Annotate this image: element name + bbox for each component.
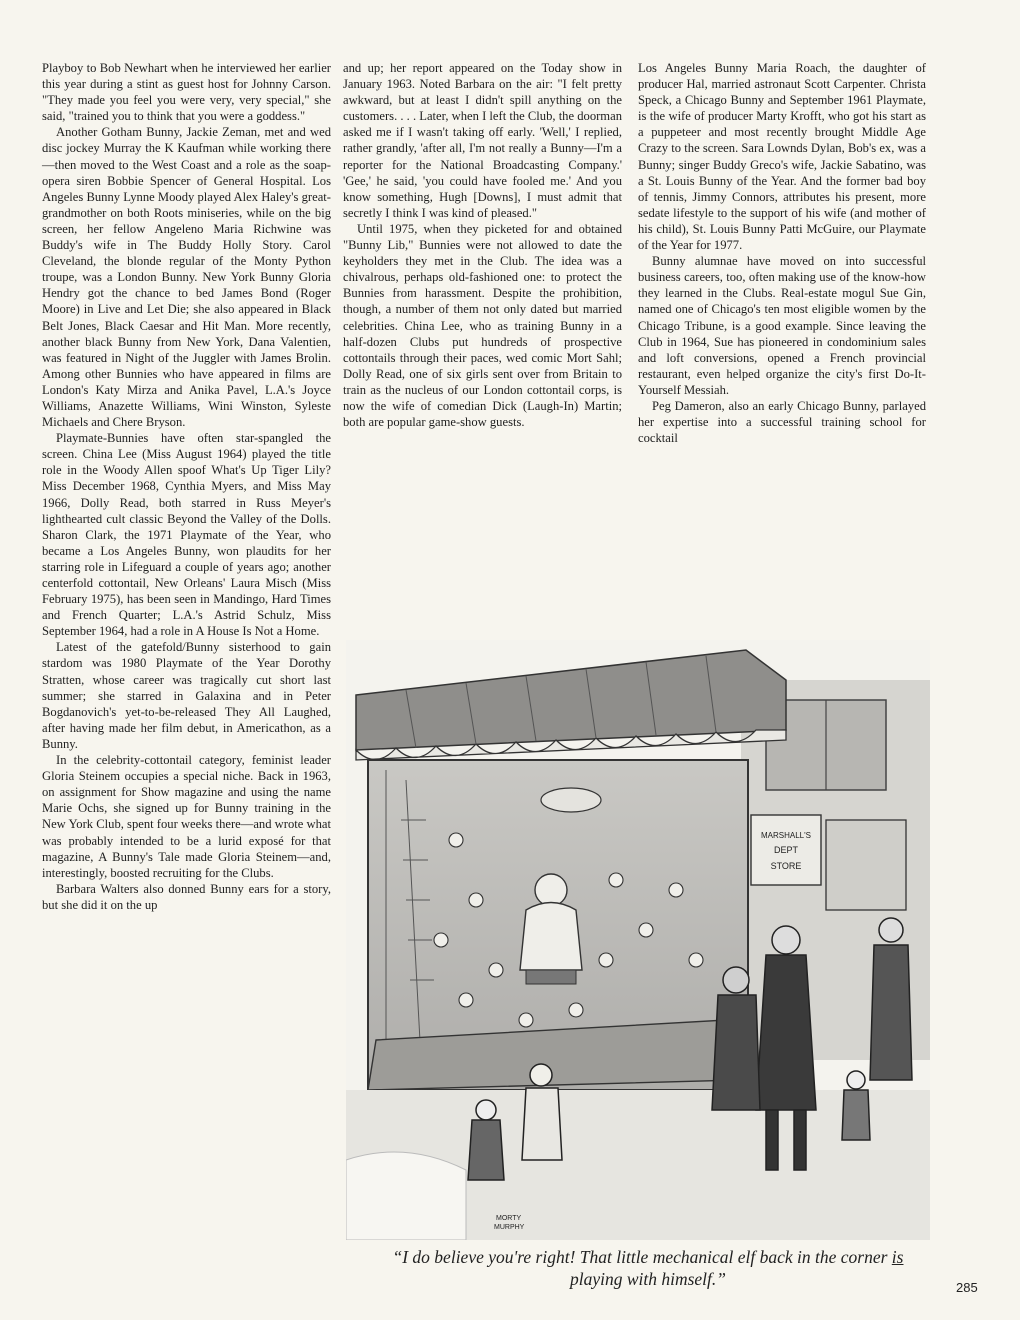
page-number: 285	[956, 1280, 978, 1295]
caption-emphasis: is	[891, 1247, 904, 1267]
side-window	[826, 820, 906, 910]
article-paragraph: Barbara Walters also donned Bunny ears for a story, but she did it on the up	[42, 881, 331, 912]
store-sign-line-2: DEPT	[773, 845, 799, 855]
article-paragraph: Until 1975, when they picketed for and obtained "Bunny Lib," Bunnies were not allowed to date the keyholders they met in the Club. The idea was a chivalrous, perhaps old-fashioned one: to protect the Bunnies from harassment. Despite the prohibition, though, a number of them not only dated but married celebrities. China Lee, who as training Bunny in a half-dozen Clubs put hundreds of prospective cottontails through their paces, wed comic Mort Sahl; Dolly Read, one of six girls sent over from Britain to train as the nucleus of our London cottontail corps, is now the wife of comedian Dick (Laugh-In) Martin; both are popular game-show guests.	[343, 221, 622, 430]
article-paragraph: Playmate-Bunnies have often star-spangled the screen. China Lee (Miss August 1964) played the title role in the Woody Allen spoof What's Up Tiger Lily? Miss December 1968, Cynthia Myers, and Miss May 1966, Dolly Read, both starred in Russ Meyer's lighthearted cult classic Beyond the Valley of the Dolls. Sharon Clark, the 1971 Playmate of the Year, who became a Los Angeles Bunny, won plaudits for her starring role in Lifeguard a couple of years ago; another centerfold cottontail, New Orleans' Laura Misch (Miss February 1975), has been seen in Mandingo, Hard Times and French Quarter; L.A.'s Astrid Schulz, Miss September 1964, had a role in A House Is Not a Home.	[42, 431, 331, 639]
santa-head	[535, 874, 567, 906]
article-column-3	[638, 60, 926, 446]
article-paragraph: Bunny alumnae have moved on into successful business careers, too, often making use of the know-how they learned in the Clubs. Real-estate mogul Sue Gin, named one of Chicago's ten most eligible women by the Chicago Tribune, is a good example. Since leaving the Club in 1964, Sue has pioneered in condominium sales and loft conversions, opened a French provincial restaurant, even helped organize the city's first Do-It-Yourself Messiah.	[638, 254, 926, 397]
signature-line-2: MURPHY	[494, 1224, 525, 1231]
awning	[356, 650, 786, 750]
flying-elf	[541, 788, 601, 812]
article-paragraph: Playboy to Bob Newhart when he interviewed her earlier this year during a stint as guest host for Johnny Carson. "They made you feel you were very, very special," she said, "trained you to think that you were a goddess."	[42, 61, 331, 124]
article-paragraph: Another Gotham Bunny, Jackie Zeman, met and wed disc jockey Murray the K Kaufman while working there—then moved to the West Coast and a role as the soap-opera siren Bobbie Spencer of General Hospital. Los Angeles Bunny Lynne Moody played Alex Haley's great-grandmother on both Roots miniseries, while on the big screen, her fellow Angeleno Maria Richwine was Buddy's wife in The Buddy Holly Story. Carol Cleveland, the blonde regular of the Monty Python troupe, was a London Bunny. New York Bunny Gloria Hendry got the chance to bed James Bond (Roger Moore) in Live and Let Die; she also appeared in Black Belt Jones, Black Caesar and Hit Man. More recently, another black Bunny from New York, Dana Valentien, was featured in Night of the Juggler with James Brolin. Among other Bunnies who have appeared in films are London's Katy Mirza and Anika Pavel, L.A.'s Joyce Williams, Anazette Williams, Wini Winston, Syleste Michaels and Chere Bryson.	[42, 125, 331, 430]
caption-text-end: playing with himself.”	[569, 1269, 727, 1289]
signature-line-1: MORTY	[496, 1215, 522, 1222]
santa-body	[520, 903, 582, 971]
cartoon-drawing	[346, 640, 930, 1240]
article-paragraph: In the celebrity-cottontail category, feminist leader Gloria Steinem occupies a special niche. Back in 1963, on assignment for Show magazine and using the name Marie Ochs, she signed up for Bunny training in the New York Club, spent four weeks there—and wrote what was probably intended to be a lurid exposé for that magazine, A Bunny's Tale made Gloria Steinem—and, interestingly, boosted recruiting for the Clubs.	[42, 753, 331, 880]
article-paragraph: Latest of the gatefold/Bunny sisterhood to gain stardom was 1980 Playmate of the Year Dorothy Stratten, whose career was tragically cut short last summer; she starred in Galaxina and in Peter Bogdanovich's yet-to-be-released They All Laughed, after having made her film debut, in Americathon, as a Bunny.	[42, 640, 331, 751]
article-paragraph: Peg Dameron, also an early Chicago Bunny, parlayed her expertise into a successful training school for cocktail	[638, 398, 926, 446]
store-sign-line-3: STORE	[770, 861, 802, 871]
cartoon-illustration	[346, 640, 930, 1240]
article-column-1	[42, 60, 331, 913]
caption-text-start: “I do believe you're right! That little mechanical elf back in the corner	[392, 1247, 892, 1267]
article-paragraph: Los Angeles Bunny Maria Roach, the daughter of producer Hal, married astronaut Scott Carpenter. Christa Speck, a Chicago Bunny and September 1961 Playmate, is the wife of producer Marty Krofft, who got his start as a puppeteer and most recently brought Middle Age Crazy to the screen. Sara Lownds Dylan, Bob's ex, was a Bunny; singer Buddy Greco's wife, Jackie Sabatino, was a St. Louis Bunny of the Year. And the former bad boy of tennis, Jimmy Connors, attributes his present, more sedate lifestyle to the support of his wife (and mother of his child), St. Louis Bunny Patti McGuire, our Playmate of the Year for 1977.	[638, 61, 926, 253]
article-paragraph: and up; her report appeared on the Today show in January 1963. Noted Barbara on the air: "I felt pretty awkward, but at least I didn't spill anything on the customers. . . . Later, when I left the Club, the doorman asked me if I wasn't taking off early. 'Well,' I replied, rather grandly, 'after all, I'm not really a Bunny—I'm a reporter for the National Broadcasting Company.' 'Gee,' he said, 'you could have fooled me.' And you know something, Hugh [Downs], I must admit that secretly I think I was kind of pleased."	[343, 61, 622, 220]
article-column-2	[343, 60, 622, 430]
cartoon-caption	[388, 1246, 908, 1290]
store-sign-line-1: MARSHALL'S	[761, 831, 811, 840]
